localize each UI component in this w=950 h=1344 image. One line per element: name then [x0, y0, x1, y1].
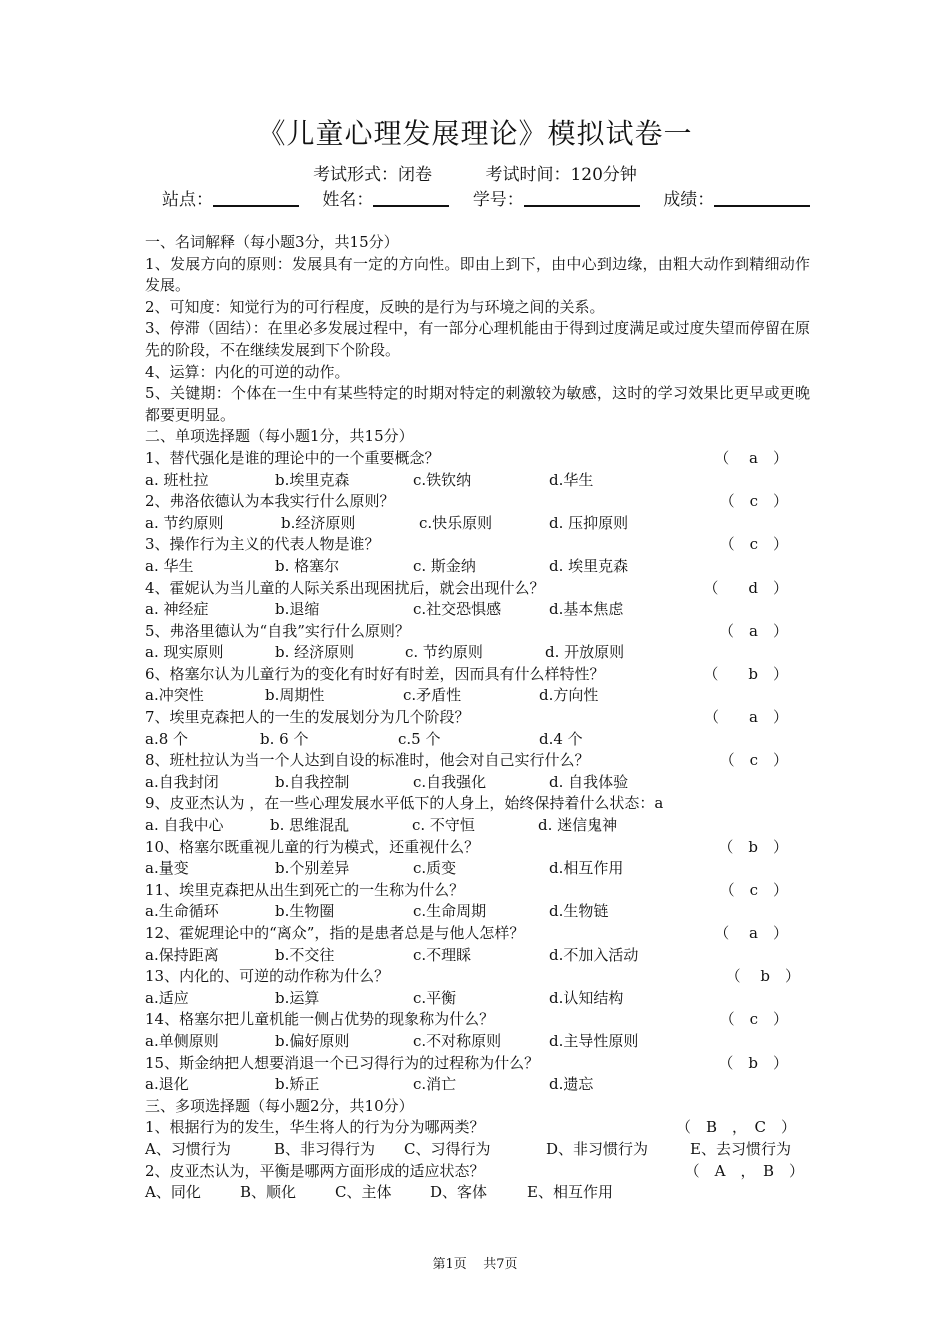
- option: b.矫正: [275, 1075, 320, 1094]
- answer-blank: （ a ）: [714, 448, 788, 467]
- question-text: 1、替代强化是谁的理论中的一个重要概念？: [145, 448, 440, 467]
- question-text: 8、班杜拉认为当一个人达到自设的标准时，他会对自己实行什么？: [145, 751, 590, 770]
- question-text: 6、格塞尔认为儿童行为的变化有时好有时差，因而具有什么样特性？: [145, 664, 605, 683]
- option: b.自我控制: [275, 772, 350, 791]
- section3-heading: 三、多项选择题（每小题2分，共10分）: [145, 1096, 414, 1115]
- option: b.运算: [275, 988, 320, 1007]
- term-definition: 5、关键期：个体在一生中有某些特定的时期对特定的刺激较为敏感，这时的学习效果比更早或更晚都要更明显。: [145, 384, 810, 424]
- page-number: 第1页: [432, 1257, 467, 1272]
- option: d.主导性原则: [549, 1031, 639, 1050]
- answer-blank: （ A ， B ）: [684, 1161, 804, 1180]
- option: d.方向性: [539, 686, 599, 705]
- options-line: [145, 1139, 810, 1161]
- answer-blank: （ a ）: [704, 708, 788, 727]
- option: d.相互作用: [549, 859, 624, 878]
- exam-content: [145, 232, 810, 1204]
- score-blank[interactable]: [714, 189, 810, 207]
- option: c. 不守恒: [412, 816, 475, 835]
- options-line: [145, 599, 810, 621]
- option: a. 现实原则: [145, 643, 224, 662]
- question-text: 13、内化的、可逆的动作称为什么？: [145, 967, 390, 986]
- options-line: [145, 470, 810, 492]
- name-field: [322, 185, 449, 210]
- option: b.生物圈: [275, 902, 335, 921]
- question-line: [145, 664, 810, 686]
- exam-time: 考试时间：120分钟: [485, 165, 637, 185]
- options-line: [145, 642, 810, 664]
- options-line: [145, 901, 810, 923]
- option: d.遗忘: [549, 1075, 594, 1094]
- question-line: [145, 880, 810, 902]
- option: c.平衡: [413, 988, 457, 1007]
- option: b. 6 个: [260, 729, 309, 748]
- option: c.生命周期: [413, 902, 487, 921]
- option: c.不理睬: [413, 945, 472, 964]
- exam-info: [0, 160, 950, 185]
- option: E、去习惯行为: [690, 1139, 791, 1158]
- options-line: [145, 1074, 810, 1096]
- option: a.适应: [145, 988, 189, 1007]
- option: d. 自我体验: [549, 772, 629, 791]
- option: c.消亡: [413, 1075, 457, 1094]
- option: d. 迷信鬼神: [538, 816, 618, 835]
- score-field: [663, 185, 810, 210]
- question-text: 12、霍妮理论中的“离众”，指的是患者总是与他人怎样？: [145, 924, 525, 942]
- site-blank[interactable]: [213, 189, 299, 207]
- term-definition: 4、运算：内化的可逆的动作。: [145, 362, 350, 381]
- answer-blank: （ a ）: [714, 924, 788, 942]
- question-line: [145, 707, 810, 729]
- option: d.4 个: [539, 729, 583, 748]
- question-line: [145, 1053, 810, 1075]
- question-line: [145, 1161, 810, 1183]
- options-line: [145, 685, 810, 707]
- answer-blank: （ B ， C ）: [675, 1118, 796, 1137]
- student-info-fields: [162, 185, 812, 210]
- answer-blank: （ c ）: [719, 535, 788, 554]
- question-text: 14、格塞尔把儿童机能一侧占优势的现象称为什么？: [145, 1010, 495, 1029]
- option: d.基本焦虑: [549, 600, 624, 619]
- options-line: [145, 815, 810, 837]
- option: b.经济原则: [281, 513, 356, 532]
- question-text: 1、根据行为的发生，华生将人的行为分为哪两类？: [145, 1118, 485, 1137]
- question-line: [145, 793, 810, 815]
- option: b.埃里克森: [275, 470, 350, 489]
- answer-blank: （ b ）: [718, 1053, 788, 1072]
- answer-blank: （ b ）: [725, 967, 800, 986]
- option: a.保持距离: [145, 945, 219, 964]
- option: d. 埃里克森: [549, 556, 629, 575]
- answer-blank: （ b ）: [703, 664, 788, 683]
- options-line: [145, 1031, 810, 1053]
- option: b.不交往: [275, 945, 335, 964]
- option: A、同化: [145, 1183, 201, 1202]
- option: c.5 个: [398, 729, 441, 748]
- name-blank[interactable]: [373, 189, 449, 207]
- page-total: 共7页: [483, 1257, 518, 1272]
- option: b.偏好原则: [275, 1031, 350, 1050]
- question-line: [145, 534, 810, 556]
- option: c.不对称原则: [413, 1031, 502, 1050]
- option: a.生命循环: [145, 902, 219, 921]
- option: c.矛盾性: [403, 686, 462, 705]
- question-text: 9、皮亚杰认为 ，在一些心理发展水平低下的人身上，始终保持着什么状态：a: [145, 794, 664, 813]
- option: b. 思维混乱: [270, 816, 350, 835]
- answer-blank: （ d ）: [703, 578, 788, 597]
- answer-blank: （ b ）: [718, 837, 788, 856]
- option: a.8 个: [145, 729, 189, 748]
- answer-blank: （ c ）: [719, 1010, 788, 1029]
- question-line: [145, 578, 810, 600]
- option: a. 自我中心: [145, 816, 224, 835]
- id-field: [473, 185, 640, 210]
- option: d. 压抑原则: [549, 513, 629, 532]
- option: b.个别差异: [275, 859, 350, 878]
- answer-blank: （ c ）: [719, 880, 788, 899]
- option: c. 斯金纳: [413, 556, 476, 575]
- option: A、习惯行为: [145, 1139, 231, 1158]
- options-line: [145, 772, 810, 794]
- options-line: [145, 513, 810, 535]
- options-line: [145, 945, 810, 967]
- options-line: [145, 729, 810, 751]
- id-label: 学号：: [472, 190, 524, 210]
- question-line: [145, 923, 810, 945]
- question-text: 15、斯金纳把人想要消退一个已习得行为的过程称为什么？: [145, 1053, 540, 1072]
- option: a.退化: [145, 1075, 189, 1094]
- term-definition: 3、停滞（固结）：在里必多发展过程中，有一部分心理机能由于得到过度满足或过度失望而停留在原先的阶段，不在继续发展到下个阶段。: [145, 319, 810, 359]
- option: a.单侧原则: [145, 1031, 219, 1050]
- question-text: 10、格塞尔既重视儿童的行为模式，还重视什么？: [145, 837, 480, 856]
- answer-blank: （ c ）: [719, 492, 788, 511]
- option: d.认知结构: [549, 988, 624, 1007]
- option: c.自我强化: [413, 772, 487, 791]
- options-line: [145, 1182, 810, 1204]
- option: E、相互作用: [527, 1183, 613, 1202]
- question-text: 3、操作行为主义的代表人物是谁？: [145, 535, 380, 554]
- option: a.冲突性: [145, 686, 204, 705]
- option: a. 华生: [145, 556, 194, 575]
- name-label: 姓名：: [322, 190, 374, 210]
- option: c.铁钦纳: [413, 470, 472, 489]
- question-line: [145, 966, 810, 988]
- score-label: 成绩：: [663, 190, 715, 210]
- option: b.周期性: [265, 686, 325, 705]
- option: D、客体: [430, 1183, 488, 1202]
- page-footer: [0, 1253, 950, 1272]
- question-line: [145, 1117, 810, 1139]
- question-text: 4、霍妮认为当儿童的人际关系出现困扰后，就会出现什么？: [145, 578, 545, 597]
- option: c. 节约原则: [405, 643, 483, 662]
- question-line: [145, 750, 810, 772]
- option: a.量变: [145, 859, 189, 878]
- option: a. 神经症: [145, 600, 209, 619]
- question-text: 5、弗洛里德认为“自我”实行什么原则？: [145, 621, 410, 640]
- options-line: [145, 556, 810, 578]
- option: a. 节约原则: [145, 513, 224, 532]
- option: b.退缩: [275, 600, 320, 619]
- options-line: [145, 858, 810, 880]
- option: d. 开放原则: [545, 643, 625, 662]
- option: d.生物链: [549, 902, 609, 921]
- options-line: [145, 988, 810, 1010]
- page-title: 《儿童心理发展理论》模拟试卷一: [257, 117, 693, 150]
- option: a.自我封闭: [145, 772, 219, 791]
- section1-heading: 一、名词解释（每小题3分，共15分）: [145, 233, 399, 251]
- question-line: [145, 621, 810, 643]
- id-blank[interactable]: [524, 189, 640, 207]
- option: a. 班杜拉: [145, 470, 209, 489]
- option: B、非习得行为: [274, 1139, 376, 1158]
- option: B、顺化: [240, 1183, 297, 1202]
- site-label: 站点：: [162, 190, 213, 210]
- term-definition: 2、可知度：知觉行为的可行程度，反映的是行为与环境之间的关系。: [145, 297, 605, 316]
- option: C、主体: [335, 1183, 392, 1202]
- exam-form: 考试形式：闭卷: [313, 165, 433, 185]
- option: D、非习惯行为: [546, 1139, 649, 1158]
- option: c.质变: [413, 859, 457, 878]
- site-field: [162, 185, 299, 210]
- question-text: 7、埃里克森把人的一生的发展划分为几个阶段？: [145, 708, 470, 727]
- section2-heading: 二、单项选择题（每小题1分，共15分）: [145, 427, 414, 446]
- question-text: 2、弗洛依德认为本我实行什么原则？: [145, 492, 395, 511]
- question-line: [145, 448, 810, 470]
- question-line: [145, 491, 810, 513]
- question-line: [145, 1009, 810, 1031]
- option: b. 经济原则: [275, 643, 355, 662]
- option: C、习得行为: [404, 1139, 491, 1158]
- question-text: 2、皮亚杰认为，平衡是哪两方面形成的适应状态？: [145, 1161, 485, 1180]
- option: b. 格塞尔: [275, 556, 340, 575]
- question-line: [145, 837, 810, 859]
- option: d.不加入活动: [549, 945, 639, 964]
- option: c.社交恐惧感: [413, 600, 502, 619]
- answer-blank: （ c ）: [719, 751, 788, 770]
- option: c.快乐原则: [419, 513, 493, 532]
- answer-blank: （ a ）: [719, 621, 788, 640]
- question-text: 11、埃里克森把从出生到死亡的一生称为什么？: [145, 880, 465, 899]
- option: d.华生: [549, 470, 594, 489]
- term-definition: 1、发展方向的原则：发展具有一定的方向性。即由上到下，由中心到边缘，由粗大动作到精细动作发展。: [145, 254, 810, 295]
